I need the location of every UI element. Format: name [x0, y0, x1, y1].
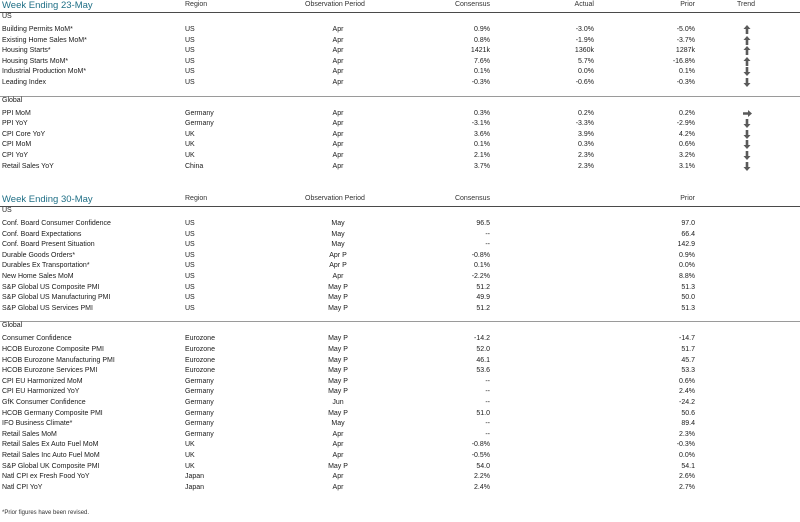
column-header-period: Observation Period: [305, 195, 365, 202]
column-header-prior: Prior: [680, 195, 695, 202]
region-cell: Germany: [185, 409, 214, 417]
consensus-cell: 96.5: [476, 220, 490, 227]
table-row: [0, 292, 800, 303]
consensus-cell: 52.0: [476, 346, 490, 353]
indicator-name: S&P Global US Composite PMI: [2, 283, 100, 291]
prior-cell: -0.3%: [676, 79, 695, 86]
actual-cell: 3.9%: [578, 130, 594, 138]
period-cell: May P: [328, 294, 348, 302]
consensus-cell: --: [485, 420, 490, 428]
region-cell: US: [185, 230, 195, 238]
trend-down-arrow-icon: [741, 66, 753, 77]
group-label-global: Global: [2, 96, 23, 104]
prior-cell: -3.7%: [676, 36, 695, 44]
section-title: Week Ending 30-May: [2, 194, 93, 205]
prior-cell: -0.3%: [676, 441, 695, 449]
table-row: [0, 45, 800, 56]
consensus-cell: 54.0: [476, 462, 490, 470]
actual-cell: 1360k: [574, 47, 594, 55]
indicator-name: CPI EU Harmonized YoY: [2, 388, 80, 396]
footnote: *Prior figures have been revised.: [2, 510, 90, 516]
region-cell: US: [185, 68, 195, 76]
period-cell: May P: [328, 283, 348, 291]
prior-cell: 50.6: [681, 409, 695, 417]
region-cell: Eurozone: [185, 367, 215, 375]
actual-cell: 2.3%: [578, 152, 594, 159]
trend-down-arrow-icon: [741, 129, 753, 140]
indicator-name: Durable Goods Orders*: [2, 251, 76, 259]
consensus-cell: 49.9: [476, 294, 490, 302]
consensus-cell: -14.2: [474, 335, 490, 343]
consensus-cell: 2.4%: [474, 483, 490, 491]
consensus-cell: --: [485, 430, 490, 438]
trend-up-arrow-icon: [741, 45, 753, 56]
period-cell: Apr: [332, 152, 344, 159]
table-row: [0, 56, 800, 67]
region-cell: US: [185, 57, 195, 65]
indicator-name: CPI YoY: [2, 152, 29, 159]
region-cell: Eurozone: [185, 356, 215, 364]
period-cell: May P: [328, 346, 348, 353]
column-header-period: Observation Period: [305, 1, 365, 8]
consensus-cell: --: [485, 241, 490, 249]
region-cell: US: [185, 79, 195, 86]
consensus-cell: -3.1%: [471, 120, 490, 128]
period-cell: Apr: [332, 120, 344, 128]
indicator-name: Industrial Production MoM*: [2, 68, 87, 76]
prior-cell: 45.7: [681, 356, 695, 364]
prior-cell: 8.8%: [679, 273, 695, 280]
indicator-name: HCOB Germany Composite PMI: [2, 409, 103, 417]
period-cell: May: [331, 241, 345, 249]
period-cell: May P: [328, 367, 348, 375]
indicator-name: CPI MoM: [2, 141, 32, 149]
period-cell: Apr: [332, 162, 344, 170]
indicator-name: New Home Sales MoM: [2, 273, 74, 280]
consensus-cell: 0.1%: [474, 141, 490, 149]
actual-cell: -1.9%: [575, 36, 594, 44]
region-cell: US: [185, 283, 195, 291]
column-header-trend: Trend: [737, 1, 756, 8]
period-cell: May P: [328, 335, 348, 343]
indicator-name: Retail Sales MoM: [2, 430, 57, 438]
actual-cell: 0.3%: [578, 141, 594, 149]
table-row: [0, 344, 800, 355]
consensus-cell: -0.8%: [471, 251, 490, 259]
actual-cell: -3.0%: [575, 26, 594, 33]
indicator-name: Leading Index: [2, 79, 46, 86]
actual-cell: 0.0%: [578, 68, 594, 76]
region-cell: US: [185, 220, 195, 227]
prior-cell: 51.3: [681, 304, 695, 312]
period-cell: May: [331, 230, 345, 238]
indicator-name: Natl CPI YoY: [2, 483, 43, 491]
consensus-cell: 0.1%: [474, 68, 490, 76]
period-cell: Apr: [332, 130, 344, 138]
group-divider: [0, 96, 800, 97]
indicator-name: IFO Business Climate*: [2, 420, 73, 428]
region-cell: UK: [185, 141, 195, 149]
consensus-cell: 2.2%: [474, 473, 490, 481]
region-cell: Eurozone: [185, 335, 215, 343]
period-cell: Apr: [332, 79, 344, 86]
period-cell: May P: [328, 462, 348, 470]
table-row: [0, 139, 800, 150]
table-row: [0, 66, 800, 77]
region-cell: Germany: [185, 109, 214, 117]
prior-cell: 51.3: [681, 283, 695, 291]
prior-cell: 50.0: [681, 294, 695, 302]
group-divider: [0, 321, 800, 322]
column-header-consensus: Consensus: [454, 1, 490, 8]
table-row: [0, 376, 800, 387]
prior-cell: 1287k: [675, 47, 695, 55]
indicator-name: Retail Sales Inc Auto Fuel MoM: [2, 452, 100, 459]
indicator-name: PPI MoM: [2, 109, 31, 117]
consensus-cell: -0.3%: [471, 79, 490, 86]
prior-cell: 54.1: [681, 462, 695, 470]
period-cell: Apr: [332, 441, 344, 449]
table-row: [0, 271, 800, 282]
consensus-cell: 0.3%: [474, 109, 490, 117]
region-cell: US: [185, 294, 195, 302]
period-cell: Apr: [332, 141, 344, 149]
consensus-cell: 2.1%: [474, 152, 490, 159]
period-cell: Apr: [332, 47, 344, 55]
indicator-name: HCOB Eurozone Manufacturing PMI: [2, 356, 115, 364]
table-row: [0, 429, 800, 440]
prior-cell: 2.6%: [679, 473, 695, 481]
prior-cell: 2.3%: [679, 430, 695, 438]
table-row: [0, 408, 800, 419]
consensus-cell: 51.2: [476, 283, 490, 291]
indicator-name: Conf. Board Present Situation: [2, 241, 95, 249]
consensus-cell: 53.6: [476, 367, 490, 375]
region-cell: US: [185, 304, 195, 312]
trend-up-arrow-icon: [741, 35, 753, 46]
indicator-name: Conf. Board Consumer Confidence: [2, 220, 111, 227]
region-cell: US: [185, 241, 195, 249]
table-row: [0, 229, 800, 240]
region-cell: UK: [185, 130, 195, 138]
indicator-name: CPI EU Harmonized MoM: [2, 377, 83, 385]
prior-cell: -2.9%: [676, 120, 695, 128]
group-label-global: Global: [2, 322, 23, 330]
prior-cell: 0.6%: [679, 141, 695, 149]
period-cell: May: [331, 420, 345, 428]
prior-cell: 0.0%: [679, 452, 695, 459]
indicator-name: Retail Sales YoY: [2, 162, 54, 170]
trend-down-arrow-icon: [741, 77, 753, 88]
trend-down-arrow-icon: [741, 118, 753, 129]
indicator-name: S&P Global US Manufacturing PMI: [2, 294, 111, 302]
region-cell: China: [185, 162, 204, 170]
prior-cell: 2.7%: [679, 483, 695, 491]
table-row: [0, 118, 800, 129]
period-cell: Apr: [332, 483, 344, 491]
table-row: [0, 365, 800, 376]
period-cell: Apr: [332, 473, 344, 481]
indicator-name: Existing Home Sales MoM*: [2, 36, 87, 44]
trend-down-arrow-icon: [741, 161, 753, 172]
prior-cell: 51.7: [681, 346, 695, 353]
consensus-cell: -2.2%: [471, 273, 490, 280]
consensus-cell: 51.2: [476, 304, 490, 312]
table-row: [0, 108, 800, 119]
region-cell: Germany: [185, 420, 214, 428]
indicator-name: Conf. Board Expectations: [2, 230, 82, 238]
indicator-name: S&P Global UK Composite PMI: [2, 462, 100, 470]
region-cell: US: [185, 36, 195, 44]
prior-cell: 0.2%: [679, 109, 695, 117]
table-row: [0, 24, 800, 35]
table-row: [0, 35, 800, 46]
indicator-name: Natl CPI ex Fresh Food YoY: [2, 473, 90, 481]
consensus-cell: -0.8%: [471, 441, 490, 449]
consensus-cell: --: [485, 377, 490, 385]
table-row: [0, 303, 800, 314]
region-cell: UK: [185, 441, 195, 449]
region-cell: Germany: [185, 377, 214, 385]
table-row: [0, 150, 800, 161]
consensus-cell: 0.1%: [474, 262, 490, 270]
period-cell: Apr: [332, 57, 344, 65]
indicator-name: PPI YoY: [2, 120, 28, 128]
trend-down-arrow-icon: [741, 139, 753, 150]
column-header-region: Region: [185, 195, 208, 202]
group-label-us: US: [2, 13, 12, 20]
trend-up-arrow-icon: [741, 24, 753, 35]
consensus-cell: --: [485, 399, 490, 406]
actual-cell: 0.2%: [578, 109, 594, 117]
indicator-name: HCOB Eurozone Composite PMI: [2, 346, 104, 353]
region-cell: Germany: [185, 388, 214, 396]
table-row: [0, 282, 800, 293]
region-cell: Germany: [185, 430, 214, 438]
indicator-name: Housing Starts*: [2, 47, 51, 55]
indicator-name: S&P Global US Services PMI: [2, 304, 93, 312]
indicator-name: HCOB Eurozone Services PMI: [2, 367, 98, 375]
actual-cell: 5.7%: [578, 57, 594, 65]
prior-cell: -14.7: [679, 335, 695, 343]
prior-cell: 2.4%: [679, 388, 695, 396]
table-row: [0, 439, 800, 450]
period-cell: Apr: [332, 26, 344, 33]
group-label-us: US: [2, 207, 12, 214]
column-header-prior: Prior: [680, 1, 695, 8]
week2-header: [0, 194, 800, 207]
period-cell: Apr: [332, 109, 344, 117]
prior-cell: 0.1%: [679, 68, 695, 76]
column-header-consensus: Consensus: [454, 195, 490, 202]
period-cell: Jun: [332, 399, 344, 406]
prior-cell: 89.4: [681, 420, 695, 428]
prior-cell: 53.3: [681, 367, 695, 375]
prior-cell: 3.2%: [679, 152, 695, 159]
actual-cell: -3.3%: [575, 120, 594, 128]
indicator-name: Retail Sales Ex Auto Fuel MoM: [2, 441, 99, 449]
actual-cell: 2.3%: [578, 162, 594, 170]
table-row: [0, 482, 800, 493]
period-cell: May P: [328, 409, 348, 417]
period-cell: Apr: [332, 68, 344, 76]
consensus-cell: 0.8%: [474, 36, 490, 44]
prior-cell: 97.0: [681, 220, 695, 227]
prior-cell: 3.1%: [679, 162, 695, 170]
period-cell: Apr: [332, 273, 344, 280]
indicator-name: Consumer Confidence: [2, 335, 72, 343]
consensus-cell: 1421k: [470, 47, 490, 55]
trend-up-arrow-icon: [741, 56, 753, 67]
column-header-actual: Actual: [574, 1, 594, 8]
table-row: [0, 333, 800, 344]
table-row: [0, 355, 800, 366]
region-cell: UK: [185, 152, 195, 159]
indicator-name: Building Permits MoM*: [2, 26, 73, 33]
week1-header: [0, 0, 800, 13]
table-row: [0, 471, 800, 482]
indicator-name: CPI Core YoY: [2, 130, 46, 138]
table-row: [0, 418, 800, 429]
actual-cell: -0.6%: [575, 79, 594, 86]
period-cell: May P: [328, 304, 348, 312]
prior-cell: 142.9: [677, 241, 695, 249]
table-row: [0, 129, 800, 140]
period-cell: Apr: [332, 430, 344, 438]
prior-cell: 0.9%: [679, 251, 695, 259]
prior-cell: -5.0%: [676, 26, 695, 33]
table-row: [0, 250, 800, 261]
consensus-cell: 7.6%: [474, 57, 490, 65]
region-cell: Japan: [185, 483, 205, 491]
consensus-cell: 3.6%: [474, 130, 490, 138]
consensus-cell: --: [485, 388, 490, 396]
region-cell: US: [185, 251, 195, 259]
indicator-name: Durables Ex Transportation*: [2, 262, 90, 270]
region-cell: UK: [185, 462, 195, 470]
period-cell: May P: [328, 356, 348, 364]
period-cell: May P: [328, 377, 348, 385]
prior-cell: 4.2%: [679, 130, 695, 138]
consensus-cell: 51.0: [476, 409, 490, 417]
indicator-name: Housing Starts MoM*: [2, 57, 69, 65]
table-row: [0, 161, 800, 172]
section-title: Week Ending 23-May: [2, 0, 93, 11]
consensus-cell: 3.7%: [474, 162, 490, 170]
period-cell: Apr P: [329, 262, 347, 270]
table-row: [0, 397, 800, 408]
prior-cell: 0.0%: [679, 262, 695, 270]
region-cell: UK: [185, 452, 195, 459]
consensus-cell: 0.9%: [474, 26, 490, 33]
region-cell: US: [185, 273, 195, 280]
trend-right-arrow-icon: [741, 108, 753, 119]
period-cell: May P: [328, 388, 348, 396]
table-row: [0, 77, 800, 88]
table-row: [0, 461, 800, 472]
region-cell: US: [185, 262, 195, 270]
region-cell: Germany: [185, 120, 214, 128]
period-cell: Apr: [332, 36, 344, 44]
table-row: [0, 218, 800, 229]
period-cell: May: [331, 220, 345, 227]
region-cell: US: [185, 47, 195, 55]
prior-cell: 66.4: [681, 230, 695, 238]
indicator-name: GfK Consumer Confidence: [2, 399, 86, 406]
prior-cell: -16.8%: [672, 57, 695, 65]
prior-cell: 0.6%: [679, 377, 695, 385]
region-cell: US: [185, 26, 195, 33]
consensus-cell: -0.5%: [471, 452, 490, 459]
period-cell: Apr P: [329, 251, 347, 259]
consensus-cell: --: [485, 230, 490, 238]
consensus-cell: 46.1: [476, 356, 490, 364]
prior-cell: -24.2: [679, 399, 695, 406]
trend-down-arrow-icon: [741, 150, 753, 161]
table-row: [0, 239, 800, 250]
table-row: [0, 386, 800, 397]
table-row: [0, 450, 800, 461]
table-row: [0, 260, 800, 271]
region-cell: Eurozone: [185, 346, 215, 353]
period-cell: Apr: [332, 452, 344, 459]
column-header-region: Region: [185, 1, 208, 8]
region-cell: Japan: [185, 473, 205, 481]
region-cell: Germany: [185, 399, 214, 406]
